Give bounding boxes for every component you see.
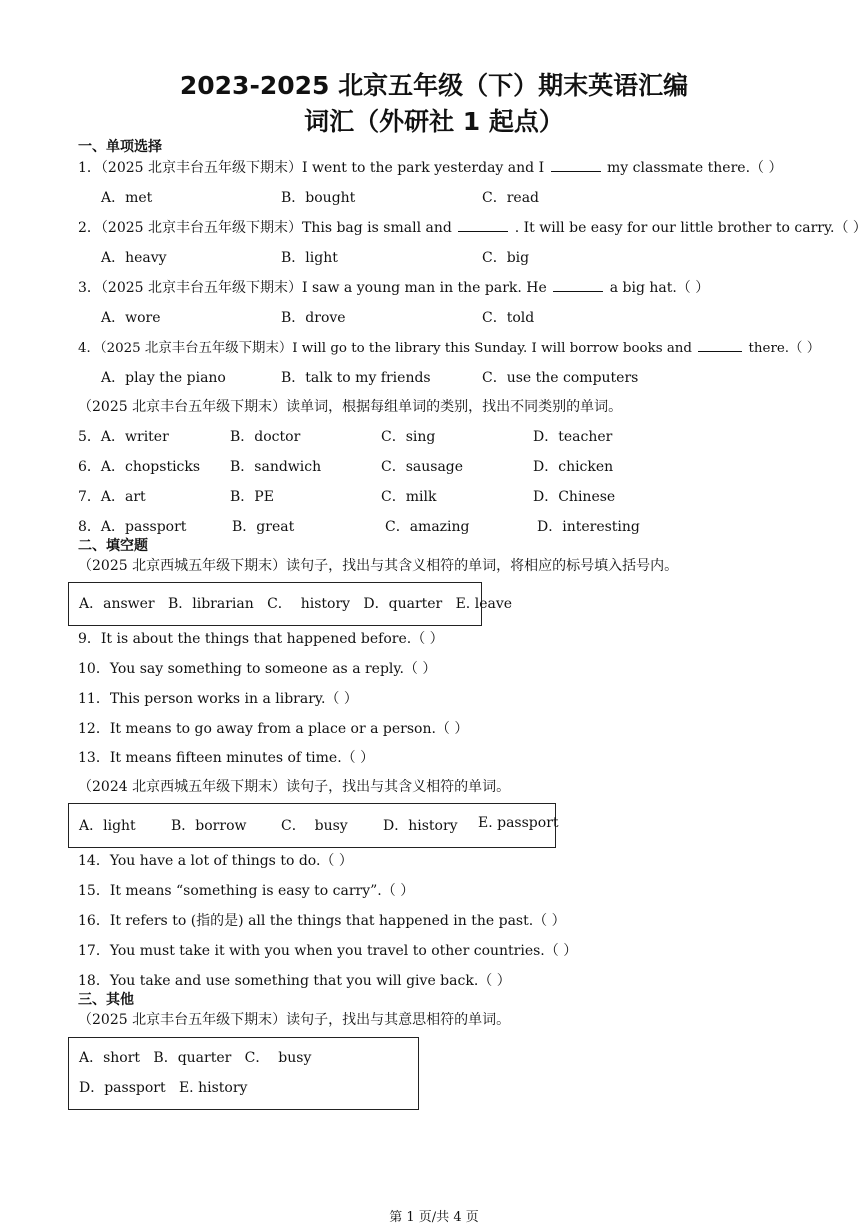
option-a[interactable]: A．met	[101, 190, 153, 206]
word-option-e: E. passport	[478, 815, 559, 831]
answer-blank	[551, 170, 601, 172]
question-5-option-a[interactable]: 5．A．writer	[78, 429, 169, 445]
question-1-stem: 1．（2025 北京丰台五年级下期末）I went to the park yesterday and I	[78, 160, 545, 176]
question-8-option-a[interactable]: 8．A．passport	[78, 519, 187, 535]
option-a[interactable]: A．play the piano	[101, 370, 226, 386]
question-16: 16．It refers to (指的是) all the things that happened in the past.（ ）	[78, 913, 566, 929]
question-3-tail: a big hat.（ ）	[609, 280, 710, 296]
question-6-option-c[interactable]: C．sausage	[381, 459, 464, 475]
question-11: 11．This person works in a library.（ ）	[78, 691, 358, 707]
question-6-option-a[interactable]: 6．A．chopsticks	[78, 459, 201, 475]
question-7-option-d[interactable]: D．Chinese	[533, 489, 616, 505]
question-8-option-c[interactable]: C．amazing	[385, 519, 470, 535]
group-instructions: （2025 北京丰台五年级下期末）读句子，找出与其意思相符的单词。	[78, 1012, 511, 1028]
word-option-d: D．history	[383, 818, 458, 834]
question-7-option-c[interactable]: C．milk	[381, 489, 437, 505]
option-a[interactable]: A．heavy	[101, 250, 167, 266]
option-b[interactable]: B．talk to my friends	[281, 370, 431, 386]
section-heading-2: 二、填空题	[78, 538, 148, 554]
question-9: 9．It is about the things that happened before.（ ）	[78, 631, 444, 647]
option-c[interactable]: C．big	[482, 250, 530, 266]
option-b[interactable]: B．drove	[281, 310, 346, 326]
option-c[interactable]: C．told	[482, 310, 535, 326]
word-bank-box	[68, 803, 559, 848]
question-3-stem: 3．（2025 北京丰台五年级下期末）I saw a young man in the park. He	[78, 280, 547, 296]
question-2-tail: . It will be easy for our little brother to carry.（ ）	[514, 220, 867, 236]
word-bank-text: A．answer B．librarian C． history D．quarter E. leave	[79, 596, 513, 612]
question-1-tail: my classmate there.（ ）	[607, 160, 783, 176]
page-title: 2023-2025 北京五年级（下）期末英语汇编	[179, 71, 689, 100]
question-8-option-b[interactable]: B．great	[232, 519, 295, 535]
word-option-b: B．borrow	[171, 818, 247, 834]
question-5-option-c[interactable]: C．sing	[381, 429, 436, 445]
question-1	[78, 157, 782, 177]
question-8-option-d[interactable]: D．interesting	[537, 519, 640, 535]
word-bank-line-1: A．short B．quarter C． busy	[79, 1050, 312, 1066]
question-17: 17．You must take it with you when you travel to other countries.（ ）	[78, 943, 578, 959]
page-subtitle: 词汇（外研社 1 起点）	[304, 107, 564, 136]
question-15: 15．It means “something is easy to carry”.（ ）	[78, 883, 415, 899]
option-c[interactable]: C．read	[482, 190, 539, 206]
option-c[interactable]: C．use the computers	[482, 370, 639, 386]
question-2	[78, 217, 867, 237]
question-6-option-b[interactable]: B．sandwich	[230, 459, 322, 475]
word-option-c: C． busy	[281, 818, 348, 834]
question-5-option-d[interactable]: D．teacher	[533, 429, 613, 445]
question-2-stem: 2．（2025 北京丰台五年级下期末）This bag is small and	[78, 220, 452, 236]
word-bank-line-2: D．passport E. history	[79, 1080, 248, 1096]
question-5-option-b[interactable]: B．doctor	[230, 429, 301, 445]
question-4-tail: there.（ ）	[748, 341, 821, 356]
answer-blank	[698, 350, 742, 352]
option-a[interactable]: A．wore	[101, 310, 161, 326]
word-bank-box	[68, 1037, 419, 1110]
answer-blank	[458, 230, 508, 232]
group-instructions: （2025 北京西城五年级下期末）读句子，找出与其含义相符的单词，将相应的标号填入括号内。	[78, 558, 679, 574]
option-b[interactable]: B．bought	[281, 190, 356, 206]
option-b[interactable]: B．light	[281, 250, 338, 266]
question-10: 10．You say something to someone as a reply.（ ）	[78, 661, 437, 677]
word-option-a: A．light	[79, 818, 136, 834]
section-heading-3: 三、其他	[78, 992, 134, 1008]
question-7-option-a[interactable]: 7．A．art	[78, 489, 146, 505]
group-instructions: （2025 北京丰台五年级下期末）读单词，根据每组单词的类别，找出不同类别的单词。	[78, 399, 623, 415]
question-14: 14．You have a lot of things to do.（ ）	[78, 853, 353, 869]
question-4-stem: 4．（2025 北京丰台五年级下期末）I will go to the library this Sunday. I will borrow books and	[78, 341, 693, 356]
question-6-option-d[interactable]: D．chicken	[533, 459, 614, 475]
page-number: 第 1 页/共 4 页	[389, 1210, 479, 1225]
section-heading-1: 一、单项选择	[78, 139, 162, 155]
question-13: 13．It means fifteen minutes of time.（ ）	[78, 750, 375, 766]
question-18: 18．You take and use something that you will give back.（ ）	[78, 973, 511, 989]
question-12: 12．It means to go away from a place or a person.（ ）	[78, 721, 469, 737]
question-4	[78, 337, 820, 356]
word-bank-box	[68, 582, 513, 626]
answer-blank	[553, 290, 603, 292]
group-instructions: （2024 北京西城五年级下期末）读句子，找出与其含义相符的单词。	[78, 779, 511, 795]
question-3	[78, 277, 709, 297]
question-7-option-b[interactable]: B．PE	[230, 489, 274, 505]
